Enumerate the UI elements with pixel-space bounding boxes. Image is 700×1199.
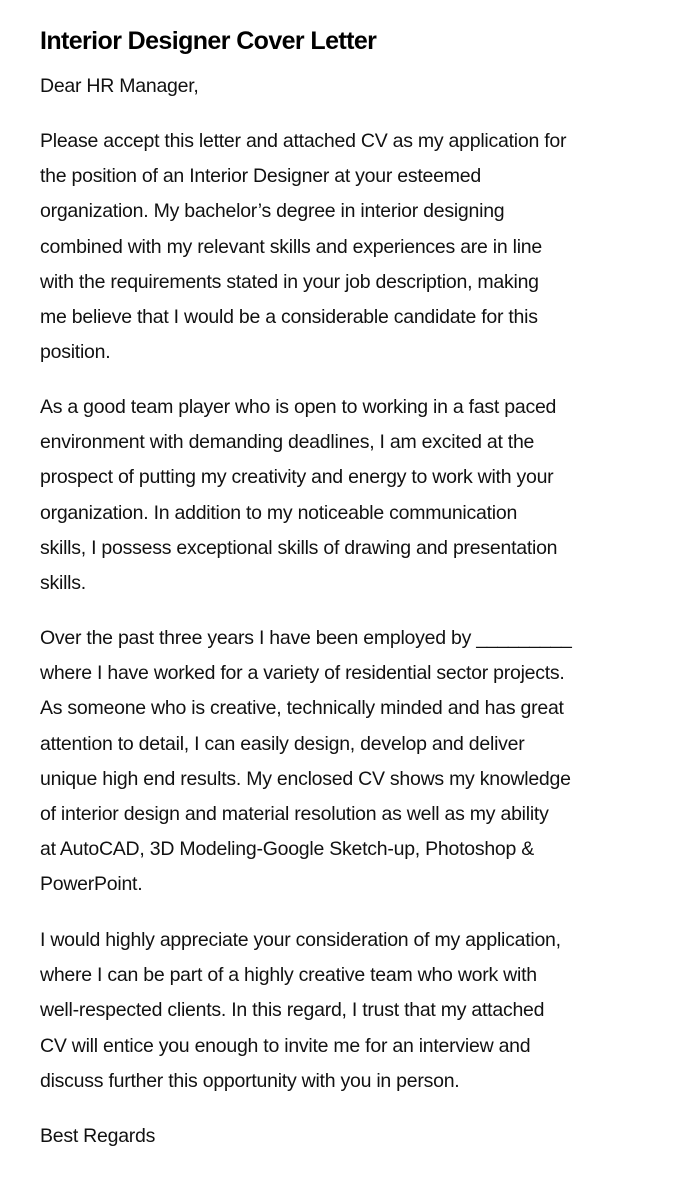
paragraph-line: with the requirements stated in your job description, making <box>40 270 539 293</box>
paragraph-line: organization. My bachelor’s degree in interior designing <box>40 200 505 223</box>
paragraph-line: the position of an Interior Designer at your esteemed <box>40 165 481 188</box>
paragraph-line: combined with my relevant skills and experiences are in line <box>40 235 542 258</box>
paragraph-line: prospect of putting my creativity and energy to work with your <box>40 466 554 489</box>
paragraph-line: attention to detail, I can easily design, develop and deliver <box>40 732 525 755</box>
document-title: Interior Designer Cover Letter <box>40 27 377 55</box>
closing-text: Best Regards <box>40 1125 156 1147</box>
paragraph-1 <box>40 124 680 370</box>
paragraph-line: discuss further this opportunity with you in person. <box>40 1069 460 1092</box>
paragraph-line: environment with demanding deadlines, I am excited at the <box>40 431 535 454</box>
paragraph-line: where I have worked for a variety of residential sector projects. <box>40 662 565 685</box>
paragraph-line: at AutoCAD, 3D Modeling-Google Sketch-up, Photoshop & <box>40 838 535 861</box>
paragraph-line: of interior design and material resolution as well as my ability <box>40 802 549 825</box>
paragraph-3 <box>40 621 680 903</box>
paragraph-line: position. <box>40 341 111 364</box>
closing <box>40 1119 680 1154</box>
paragraph-line: I would highly appreciate your consideration of my application, <box>40 929 561 951</box>
paragraph-4 <box>40 923 680 1099</box>
paragraph-line: PowerPoint. <box>40 873 143 896</box>
paragraph-line: skills, I possess exceptional skills of drawing and presentation <box>40 536 558 559</box>
paragraph-line: skills. <box>40 571 86 594</box>
paragraph-line: As a good team player who is open to working in a fast paced <box>40 396 557 418</box>
paragraph-line: organization. In addition to my noticeable communication <box>40 501 518 524</box>
paragraph-line: where I can be part of a highly creative team who work with <box>40 964 537 987</box>
paragraph-line: CV will entice you enough to invite me for an interview and <box>40 1034 531 1057</box>
paragraph-line: Please accept this letter and attached CV as my application for <box>40 130 567 152</box>
salutation-text: Dear HR Manager, <box>40 75 199 97</box>
paragraph-line: unique high end results. My enclosed CV shows my knowledge <box>40 767 571 790</box>
paragraph-line: As someone who is creative, technically minded and has great <box>40 697 564 720</box>
paragraph-line: well-respected clients. In this regard, I trust that my attached <box>40 999 545 1022</box>
paragraph-line: me believe that I would be a considerable candidate for this <box>40 305 538 328</box>
paragraph-line: Over the past three years I have been employed by _________ <box>40 627 572 649</box>
paragraph-2 <box>40 390 680 601</box>
salutation <box>40 69 680 104</box>
